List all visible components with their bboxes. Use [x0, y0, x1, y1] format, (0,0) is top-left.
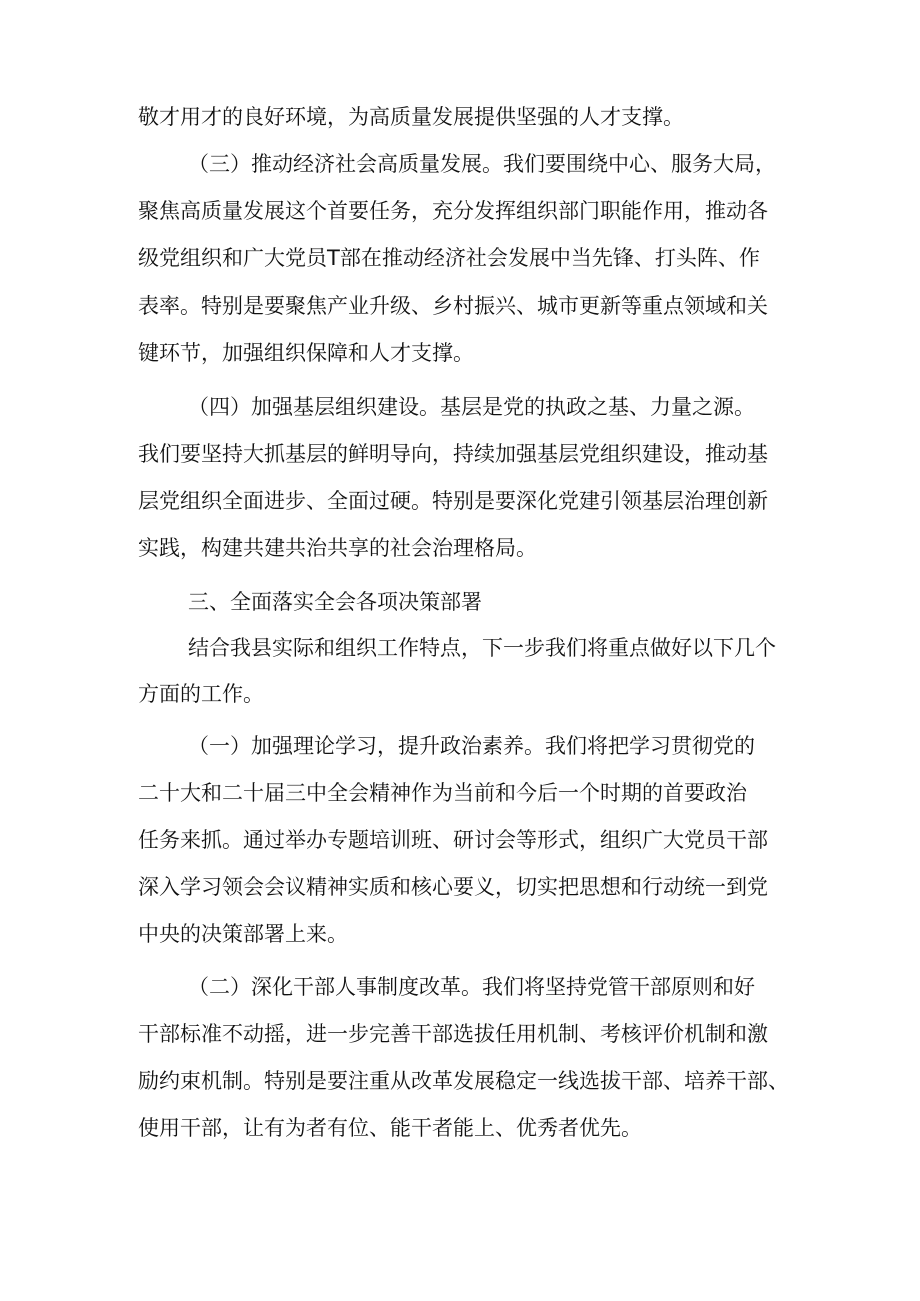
body-text-line: 聚焦高质量发展这个首要任务，充分发挥组织部门职能作用，推动各: [138, 199, 768, 223]
body-text-line: 任务来抓。通过举办专题培训班、研讨会等形式，组织广大党员干部: [138, 828, 768, 852]
body-text-line: 中央的决策部署上来。: [138, 922, 348, 946]
section-heading-line: （一）加强理论学习，提升政治素养。我们将把学习贯彻党的: [188, 734, 755, 758]
section-heading-line: （二）深化干部人事制度改革。我们将坚持党管干部原则和好: [188, 975, 755, 999]
body-text-line: 结合我县实际和组织工作特点，下一步我们将重点做好以下几个: [188, 636, 776, 660]
body-text-line: 键环节，加强组织保障和人才支撑。: [138, 341, 474, 365]
chapter-heading-line: 三、全面落实全会各项决策部署: [188, 590, 482, 614]
body-text-line: 表率。特别是要聚焦产业升级、乡村振兴、城市更新等重点领域和关: [138, 294, 768, 318]
body-text-line: 敬才用才的良好环境，为高质量发展提供坚强的人才支撑。: [138, 105, 684, 129]
body-text-line: 干部标准不动摇，进一步完善干部选拔任用机制、考核评价机制和激: [138, 1022, 768, 1046]
body-text-line: 实践，构建共建共治共享的社会治理格局。: [138, 536, 537, 560]
body-text-line: 二十大和二十届三中全会精神作为当前和今后一个时期的首要政治: [138, 781, 747, 805]
body-text-line: 方面的工作。: [138, 682, 264, 706]
body-text-line: 级党组织和广大党员T部在推动经济社会发展中当先锋、打头阵、作: [138, 246, 760, 270]
body-text-line: 使用干部，让有为者有位、能干者能上、优秀者优先。: [138, 1116, 642, 1140]
body-text-line: 深入学习领会会议精神实质和核心要义，切实把思想和行动统一到党: [138, 875, 768, 899]
section-heading-line: （三）推动经济社会高质量发展。我们要围绕中心、服务大局，: [188, 152, 776, 176]
body-text-line: 励约束机制。特别是要注重从改革发展稳定一线选拔干部、培养干部、: [138, 1069, 789, 1093]
section-heading-line: （四）加强基层组织建设。基层是党的执政之基、力量之源。: [188, 395, 755, 419]
body-text-line: 我们要坚持大抓基层的鲜明导向，持续加强基层党组织建设，推动基: [138, 442, 768, 466]
body-text-line: 层党组织全面进步、全面过硬。特别是要深化党建引领基层治理创新: [138, 489, 768, 513]
